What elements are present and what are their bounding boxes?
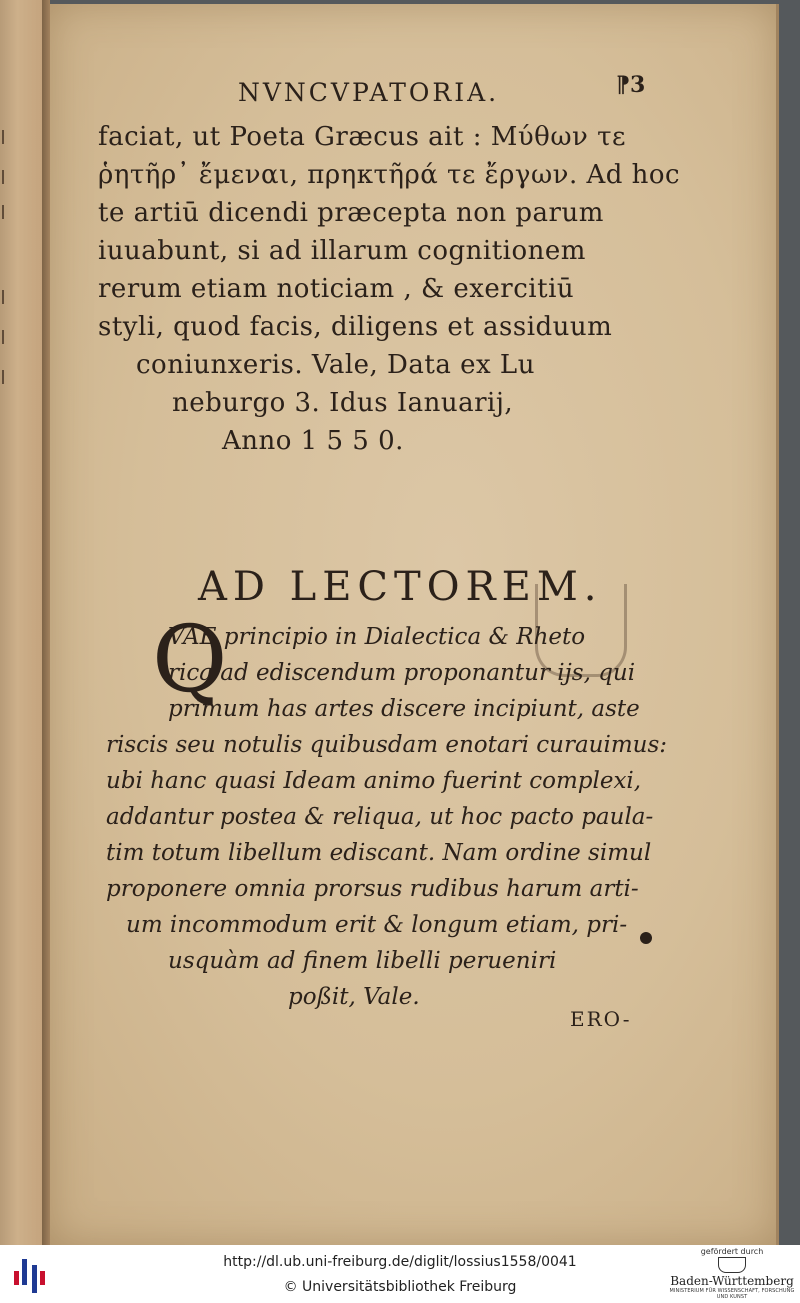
reader-line: usquàm ad finem libelli perueniri [168,948,557,974]
dedication-line: neburgo 3. Idus Ianuarij, [172,388,514,418]
reader-line: um incommodum erit & longum etiam, pri- [126,912,628,938]
dedication-line: faciat, ut Poeta Græcus ait : Μύθων τε [98,122,626,152]
reader-line: riscis seu notulis quibusdam enotari curauimus: [106,732,668,758]
sponsor-caption: gefördert durch [700,1247,764,1256]
permalink-url[interactable]: http://dl.ub.uni-freiburg.de/diglit/lossius1558/0041 [223,1254,577,1270]
dedication-line: te artiū dicendi præcepta non parum [98,198,604,228]
dedication-line: rerum etiam noticiam , & exercitiū [98,274,575,304]
sponsor-name: Baden-Württemberg [670,1274,794,1288]
reader-line: tim totum libellum ediscant. Nam ordine simul [106,840,652,866]
reader-line: poßit, Vale. [288,984,420,1010]
reader-line: rica ad ediscendum proponantur ijs, qui [168,660,636,686]
dedication-line: styli, quod facis, diligens et assiduum [98,312,613,342]
sponsor-ministry: MINISTERIUM FÜR WISSENSCHAFT, FORSCHUNG UND KUNST [669,1288,795,1300]
dedication-line: iuuabunt, si ad illarum cognitionem [98,236,586,266]
scanned-page [50,4,779,1245]
book-gutter [42,0,50,1245]
dedication-line: Anno 1 5 5 0. [222,426,404,456]
dedication-line: coniunxeris. Vale, Data ex Lu [136,350,535,380]
ink-blot [640,932,652,944]
reader-line: VAE principio in Dialectica & Rheto [168,624,586,650]
section-title: AD LECTOREM. [198,564,603,610]
running-head: NVNCVPATORIA. [238,78,500,107]
reader-line: ubi hanc quasi Ideam animo fuerint complexi, [106,768,642,794]
reader-line: primum has artes discere incipiunt, aste [168,696,640,722]
drop-cap: Q [152,606,228,713]
reader-line: proponere omnia prorsus rudibus harum arti- [106,876,639,902]
reader-line: addantur postea & reliqua, ut hoc pacto paula- [106,804,654,830]
copyright-notice: © Universitätsbibliothek Freiburg [283,1279,517,1295]
catchword: ERO- [570,1007,632,1031]
folio-mark: ⁋3 [616,72,646,98]
previous-page-edge [0,0,44,1245]
sponsor-logo[interactable] [668,1247,796,1301]
dedication-line: ῥητῆρ᾽ ἔμεναι, πρηκτῆρά τε ἔργων. Ad hoc [98,160,681,190]
coat-of-arms-icon [718,1257,746,1273]
footer-bar [0,1245,800,1303]
